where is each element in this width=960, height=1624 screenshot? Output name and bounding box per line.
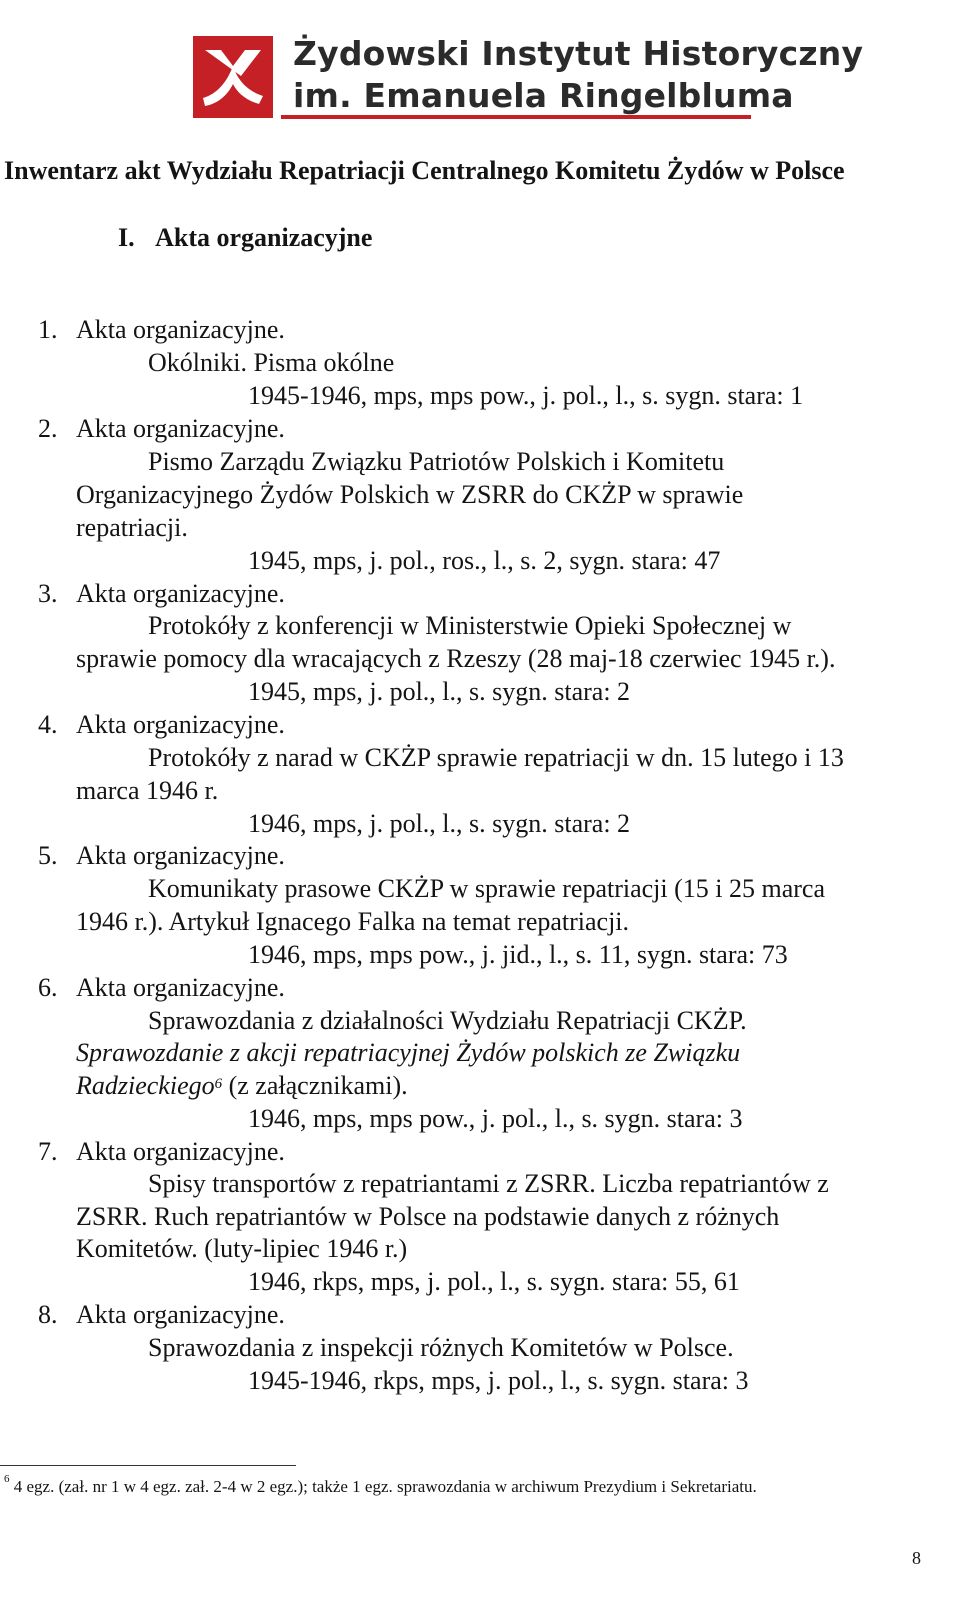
entry-meta: 1945, mps, j. pol., l., s. sygn. stara: 2 (248, 677, 631, 706)
entry-meta: 1946, mps, mps pow., j. pol., l., s. sygn. stara: 3 (248, 1104, 743, 1133)
entry-description: Spisy transportów z repatriantami z ZSRR. Liczba repatriantów z (148, 1169, 829, 1198)
logo-underline (281, 115, 751, 119)
entry-description: Pismo Zarządu Związku Patriotów Polskich i Komitetu (148, 447, 725, 476)
entry-description: Sprawozdania z inspekcji różnych Komitetów w Polsce. (148, 1333, 734, 1362)
entry-description: Organizacyjnego Żydów Polskich w ZSRR do CKŻP w sprawie (76, 480, 744, 509)
footnote (4, 1473, 757, 1497)
entry-meta: 1945-1946, mps, mps pow., j. pol., l., s. sygn. stara: 1 (248, 381, 804, 410)
entry-number: 3. (38, 579, 58, 608)
logo-text-line1: Żydowski Instytut Historyczny (293, 34, 864, 73)
entry-number: 6. (38, 973, 58, 1002)
entry-category: Akta organizacyjne. (76, 315, 285, 344)
document-title: Inwentarz akt Wydziału Repatriacji Centralnego Komitetu Żydów w Polsce (4, 156, 845, 185)
entry-description: 1946 r.). Artykuł Ignacego Falka na temat repatriacji. (76, 907, 630, 936)
entry-category: Akta organizacyjne. (76, 1300, 285, 1329)
entry-number: 2. (38, 414, 58, 443)
entry-description: Protokóły z konferencji w Ministerstwie Opieki Społecznej w (148, 611, 792, 640)
entry-description: ZSRR. Ruch repatriantów w Polsce na podstawie danych z różnych (76, 1202, 780, 1231)
entry-description: marca 1946 r. (76, 776, 219, 805)
entry-description: sprawie pomocy dla wracających z Rzeszy (28 maj-18 czerwiec 1945 r.). (76, 644, 836, 673)
entry-description: Okólniki. Pisma okólne (148, 348, 395, 377)
footnote-separator (0, 1465, 296, 1466)
logo-emblem-icon (193, 36, 273, 118)
entry-category: Akta organizacyjne. (76, 414, 285, 443)
entry-number: 5. (38, 841, 58, 870)
entry-meta: 1946, mps, mps pow., j. jid., l., s. 11, sygn. stara: 73 (248, 940, 788, 969)
section-number: I. (118, 223, 135, 252)
entry-description: Komunikaty prasowe CKŻP w sprawie repatriacji (15 i 25 marca (148, 874, 826, 903)
page-number: 8 (912, 1548, 921, 1568)
entry-meta: 1945-1946, rkps, mps, j. pol., l., s. sygn. stara: 3 (248, 1366, 749, 1395)
entry-category: Akta organizacyjne. (76, 973, 285, 1002)
entry-description-tail: (z załącznikami). (222, 1071, 408, 1100)
entry-meta: 1946, mps, j. pol., l., s. sygn. stara: 2 (248, 809, 631, 838)
entry-description: repatriacji. (76, 513, 188, 542)
entry-category: Akta organizacyjne. (76, 579, 285, 608)
entry-meta: 1946, rkps, mps, j. pol., l., s. sygn. stara: 55, 61 (248, 1267, 740, 1296)
institute-logo (193, 34, 864, 120)
footnote-ref: 6 (214, 1076, 223, 1092)
entry-number: 8. (38, 1300, 58, 1329)
entry-description-italic: Sprawozdanie z akcji repatriacyjnej Żydów polskich ze Związku (76, 1038, 741, 1067)
entry-description: Komitetów. (luty-lipiec 1946 r.) (76, 1234, 408, 1263)
footnote-text: 4 egz. (zał. nr 1 w 4 egz. zał. 2-4 w 2 egz.); także 1 egz. sprawozdania w archiwum Prezydium i Sekretariatu. (9, 1477, 757, 1496)
entry-description-line (76, 1069, 408, 1103)
section-heading (118, 223, 372, 253)
entry-number: 4. (38, 710, 58, 739)
footnote-number: 6 (4, 1473, 10, 1485)
entry-category: Akta organizacyjne. (76, 710, 285, 739)
entry-category: Akta organizacyjne. (76, 841, 285, 870)
entry-description-italic: Radzieckiego (76, 1071, 215, 1100)
logo-emblem-glyph-icon (193, 36, 273, 118)
entry-number: 7. (38, 1137, 58, 1166)
section-title: Akta organizacyjne (155, 223, 373, 252)
entry-category: Akta organizacyjne. (76, 1137, 285, 1166)
entry-meta: 1945, mps, j. pol., ros., l., s. 2, sygn. stara: 47 (248, 546, 721, 575)
entry-description: Protokóły z narad w CKŻP sprawie repatriacji w dn. 15 lutego i 13 (148, 743, 844, 772)
logo-text-line2: im. Emanuela Ringelbluma (293, 76, 794, 115)
entry-number: 1. (38, 315, 58, 344)
entry-description: Sprawozdania z działalności Wydziału Repatriacji CKŻP. (148, 1006, 747, 1035)
